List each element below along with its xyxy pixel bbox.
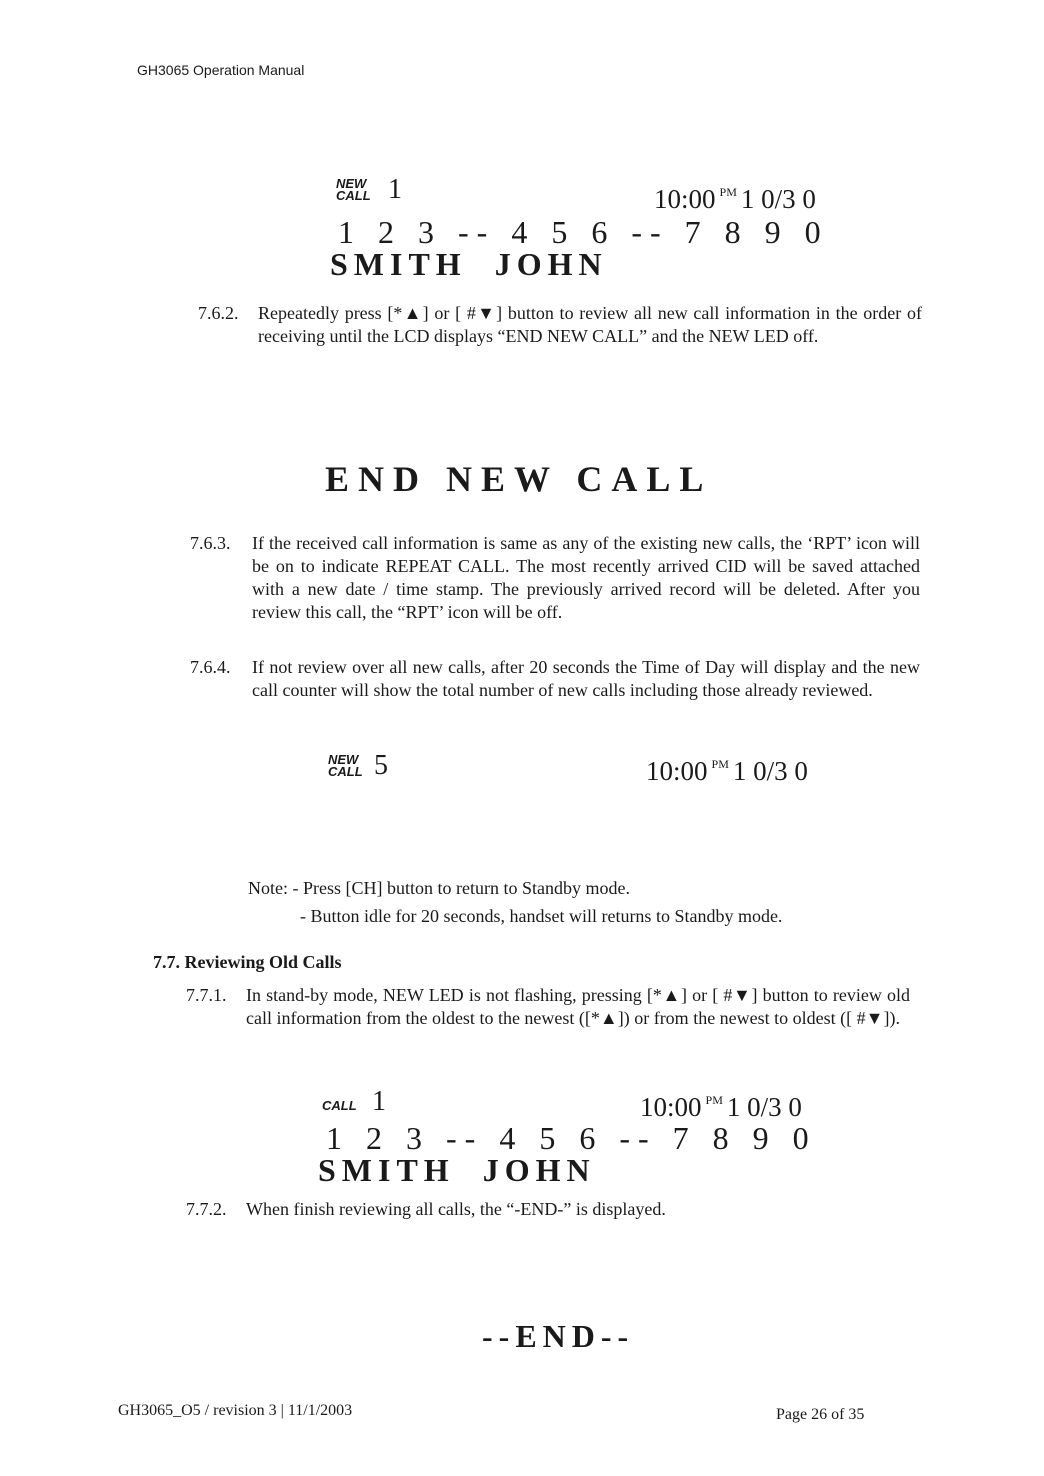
step-number: 7.6.2. [198,303,239,323]
new-call-icon-line1: NEW [336,176,367,191]
note-line-2: - Button idle for 20 seconds, handset will returns to Standby mode. [300,906,783,926]
caller-name: SMITH JOHN [318,1152,596,1188]
step-7-7-2 [186,1198,914,1224]
new-call-icon-line2: CALL [328,764,363,779]
time-value: 10:00 [640,1092,702,1122]
step-text: Repeatedly press [*▲] or [ #▼] button to review all new call information in the order of receiving until the LCD displays “END NEW CALL” and the NEW LED off. [258,303,922,346]
new-call-icon-line1: NEW [328,752,359,767]
step-number: 7.7.1. [186,985,227,1005]
step-text: When finish reviewing all calls, the “-END-” is displayed. [246,1199,666,1219]
footer-revision: GH3065_O5 / revision 3 | 11/1/2003 [118,1402,353,1419]
ampm-indicator: PM [705,1093,723,1107]
caller-number: 1 2 3 -- 4 5 6 -- 7 8 9 0 [338,214,829,250]
time-date-readout [640,1092,802,1123]
note-line-1: Note: - Press [CH] button to return to Standby mode. [248,878,630,898]
date-value: 1 0/3 0 [726,1092,802,1122]
caller-name: SMITH JOHN [330,246,608,282]
date-value: 1 0/3 0 [732,756,808,786]
footer-page-number: Page 26 of 35 [776,1406,865,1423]
ampm-indicator: PM [719,185,737,199]
ampm-indicator: PM [711,757,729,771]
call-counter: 1 [388,174,402,205]
step-text: If not review over all new calls, after 20 seconds the Time of Day will display and the new call counter will show the total number of new calls including those already reviewed. [252,657,920,700]
step-text: If the received call information is same as any of the existing new calls, the ‘RPT’ icon will be on to indicate REPEAT CALL. The most recently arrived CID will be saved attached with a new date / time stamp. The previously arrived record will be deleted. After you review this call, the “RPT’ icon will be off. [252,533,920,622]
step-7-7-1 [186,984,914,1056]
page-header: GH3065 Operation Manual [137,62,305,78]
call-counter: 1 [372,1086,386,1117]
lcd-end: --END-- [482,1318,635,1354]
step-7-6-2 [198,302,926,374]
lcd-end-new-call: END NEW CALL [325,459,713,499]
date-value: 1 0/3 0 [740,184,816,214]
new-call-icon [336,178,371,202]
time-value: 10:00 [654,184,716,214]
lcd-display-new-call-total [328,752,848,796]
time-date-readout [654,184,816,215]
step-number: 7.6.3. [190,533,231,553]
step-number: 7.7.2. [186,1199,227,1219]
new-call-icon [328,754,363,778]
time-date-readout [646,756,808,787]
step-7-6-3 [190,532,922,652]
call-icon: CALL [322,1098,357,1113]
caller-number: 1 2 3 -- 4 5 6 -- 7 8 9 0 [326,1120,817,1156]
step-text: In stand-by mode, NEW LED is not flashing, pressing [*▲] or [ #▼] button to review old call information from the oldest to the newest ([*▲]) or from the newest to oldest ([ #▼]). [246,985,910,1028]
step-7-6-4 [190,656,922,728]
step-number: 7.6.4. [190,657,231,677]
call-counter: 5 [374,750,388,781]
new-call-icon-line2: CALL [336,188,371,203]
time-value: 10:00 [646,756,708,786]
section-heading: 7.7. Reviewing Old Calls [153,952,342,972]
lcd-display-old-call [318,1086,842,1192]
lcd-display-new-call [330,174,856,286]
